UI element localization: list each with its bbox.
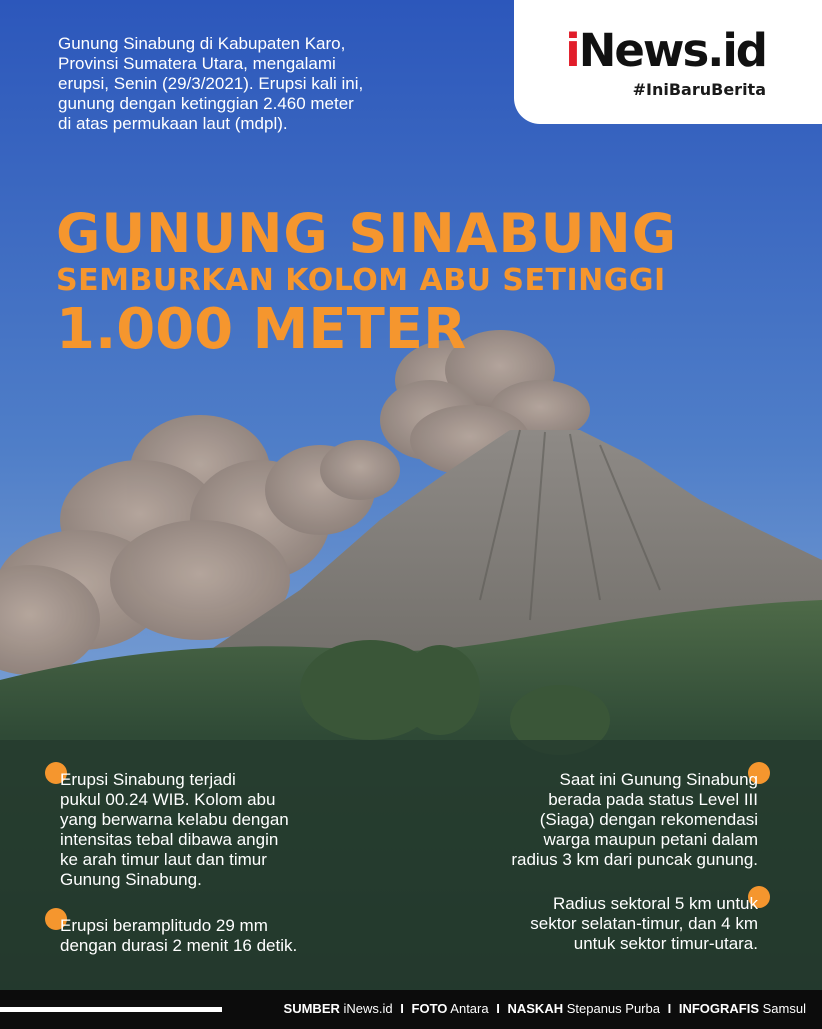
logo-i: i [565, 24, 579, 77]
infografis-label: INFOGRAFIS [678, 1001, 760, 1016]
intro-line: di atas permukaan laut (mdpl). [58, 114, 288, 133]
foto-value: Antara [450, 1001, 489, 1016]
naskah-label: NASKAH [507, 1001, 564, 1016]
fact-line: radius 3 km dari puncak gunung. [511, 850, 758, 869]
fact-line: Erupsi beramplitudo 29 mm [60, 916, 268, 935]
infografis-value: Samsul [762, 1001, 806, 1016]
intro-line: Provinsi Sumatera Utara, mengalami [58, 54, 336, 73]
headline-title: GUNUNG SINABUNG [56, 202, 678, 265]
fact-line: (Siaga) dengan rekomendasi [539, 810, 758, 829]
inews-logo [565, 26, 766, 76]
intro-line: Gunung Sinabung di Kabupaten Karo, [58, 34, 346, 53]
intro-line: erupsi, Senin (29/3/2021). Erupsi kali ini, [58, 74, 364, 93]
fact-line: untuk sektor timur-utara. [573, 934, 758, 953]
logo-card [514, 0, 822, 124]
fact-amplitude [60, 916, 297, 956]
footer-divider [0, 1007, 222, 1012]
credit-separator: I [496, 1001, 500, 1016]
fact-line: dengan durasi 2 menit 16 detik. [60, 936, 298, 955]
naskah-value: Stepanus Purba [566, 1001, 660, 1016]
fact-status [511, 770, 758, 870]
fact-eruption-time [60, 770, 289, 890]
sumber-value: iNews.id [343, 1001, 393, 1016]
fact-line: berada pada status Level III [548, 790, 758, 809]
fact-line: pukul 00.24 WIB. Kolom abu [60, 790, 276, 809]
headline-subtitle: SEMBURKAN KOLOM ABU SETINGGI [56, 263, 666, 298]
credit-separator: I [667, 1001, 672, 1016]
fact-line: intensitas tebal dibawa angin [60, 830, 279, 849]
credit-separator: I [400, 1001, 404, 1016]
fact-line: sektor selatan-timur, dan 4 km [530, 914, 758, 933]
fact-line: yang berwarna kelabu dengan [60, 810, 289, 829]
foto-label: FOTO [411, 1001, 448, 1016]
fact-line: Saat ini Gunung Sinabung [559, 770, 758, 789]
intro-line: gunung dengan ketinggian 2.460 meter [58, 94, 354, 113]
fact-line: ke arah timur laut dan timur [60, 850, 267, 869]
sumber-label: SUMBER [283, 1001, 340, 1016]
headline-height: 1.000 METER [56, 297, 467, 362]
fact-line: Erupsi Sinabung terjadi [60, 770, 236, 789]
footer-credits [0, 990, 822, 1029]
fact-line: warga maupun petani dalam [543, 830, 758, 849]
brand-tagline: #IniBaruBerita [632, 80, 766, 99]
fact-line: Gunung Sinabung. [60, 870, 202, 889]
credits-line [284, 1001, 806, 1016]
headline [56, 204, 776, 362]
fact-line: Radius sektoral 5 km untuk [552, 894, 758, 913]
logo-wordmark: News.id [578, 24, 766, 77]
fact-radius [530, 894, 758, 954]
intro-text [58, 34, 438, 134]
